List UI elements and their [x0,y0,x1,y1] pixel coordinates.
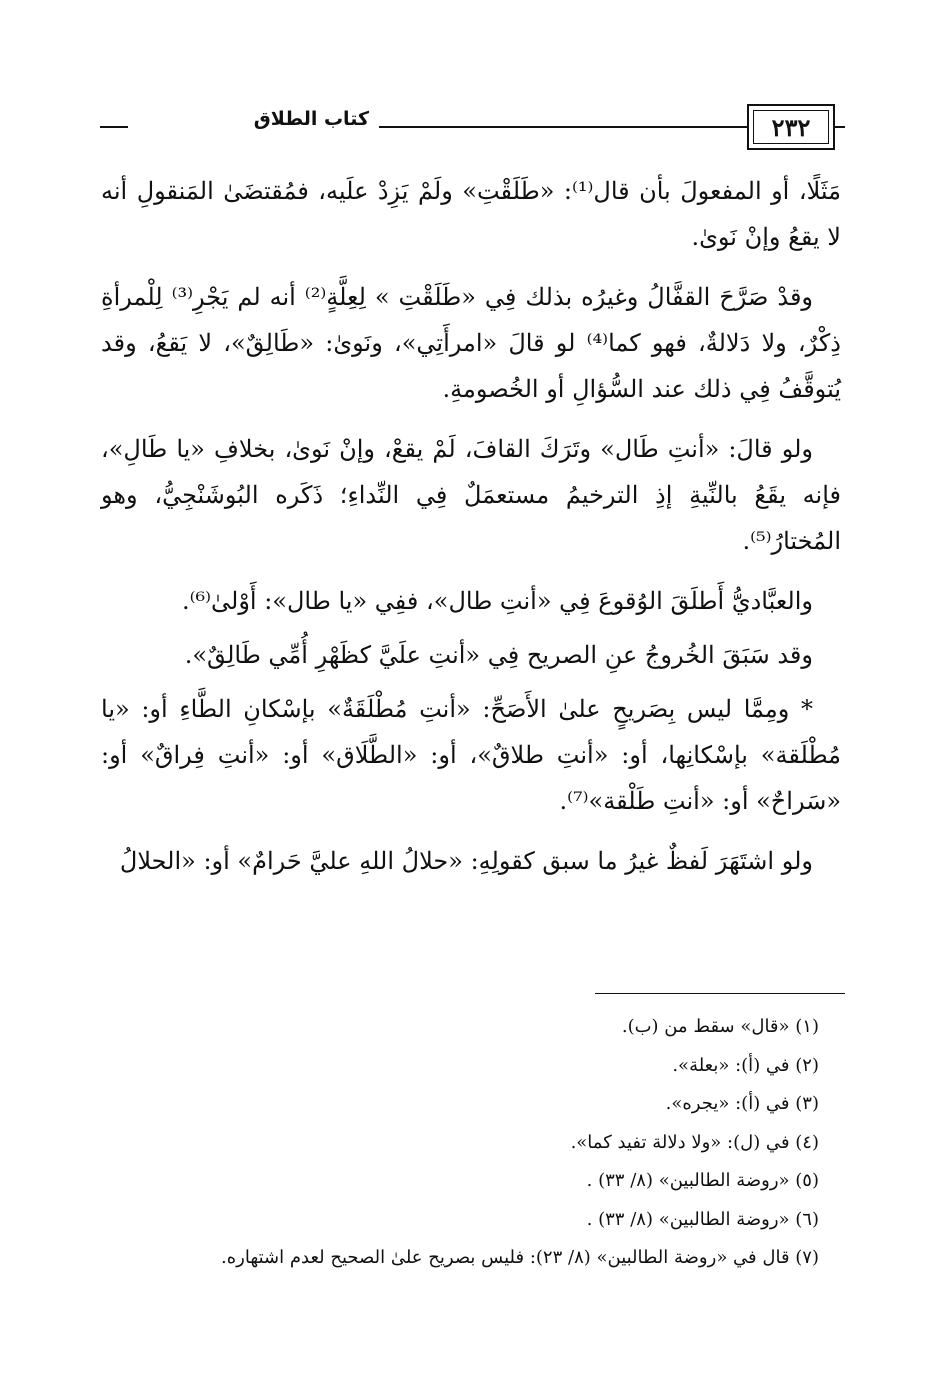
paragraph-4: والعبَّاديُّ أَطلَقَ الوُقوعَ فِي «أنتِ طال»، ففِي «يا طال»: أَوْلىٰ⁽⁶⁾. [181,587,813,615]
header-rule-middle [379,126,747,128]
footnotes [99,1008,819,1278]
page-header [100,104,845,152]
paragraph-7: ولو اشتَهَرَ لَفظٌ غيرُ ما سبق كقولِهِ: «حلالُ اللهِ عليَّ حَرامٌ» أو: «الحلالُ [119,847,813,875]
page-number: ٢٣٢ [753,110,829,144]
paragraph-6: * ومِمَّا ليس بِصَريحٍ علىٰ الأَصَحِّ: «أنتِ مُطْلَقَةٌ» بإسْكانِ الطَّاءِ أو: «يا مُطْلَقة» بإسْكانِها، أو: «أنتِ طلاقٌ»، أو: «الطَّلَاق» أو: «أنتِ فِراقٌ» أو: «سَراحٌ» أو: «أنتِ طَلْقة»⁽⁷⁾. [101,695,841,815]
header-rule-left [100,126,128,128]
footnote-3: (٣) في (أ): «يجره». [665,1093,819,1114]
paragraph-2: وقدْ صَرَّحَ القفَّالُ وغيرُه بذلك فِي «طَلَقْتِ » لِعِلَّةٍ⁽²⁾ أنه لم يَجْرِ⁽³⁾ لِلْمرأةِ ذِكْرٌ، ولا دَلالةٌ، فهو كما⁽⁴⁾ لو قالَ «امرأَتِي»، ونَوىٰ: «طَالِقٌ»، لا يَقعُ، وقد يُتوقَّفُ فِي ذلك عند السُّؤالِ أو الخُصومةِ. [101,283,841,403]
chapter-title: كتاب الطلاق [253,108,369,130]
paragraph-1: مَثَلًا، أو المفعولَ بأن قال⁽¹⁾: «طَلَقْتِ» ولَمْ يَزِدْ علَيه، فمُقتضَىٰ المَنقولِ أنه لا يقعُ وإنْ نَوىٰ. [101,177,841,251]
main-text [101,168,841,898]
page-number-frame [747,104,835,150]
footnote-1: (١) «قال» سقط من (ب). [621,1016,819,1037]
paragraph-3: ولو قالَ: «أنتِ طَال» وتَرَكَ القافَ، لَمْ يقعْ، وإنْ نَوىٰ، بخلافِ «يا طَالِ»، فإنه يقَعُ بالنِّيةِ إذِ الترخيمُ مستعمَلٌ فِي النِّداءِ؛ ذَكَره البُوشَنْجِيُّ، وهو المُختارُ⁽⁵⁾. [101,435,841,555]
footnote-5: (٥) «روضة الطالبين» (٨/ ٣٣) . [586,1170,819,1191]
header-rule-right [835,126,845,128]
footnote-2: (٢) في (أ): «بعلة». [672,1054,819,1076]
paragraph-5: وقد سَبَقَ الخُروجُ عنِ الصريح فِي «أنتِ علَيَّ كظَهْرِ أُمِّي طَالِقٌ». [184,641,813,669]
footnote-7: (٧) قال في «روضة الطالبين» (٨/ ٢٣): فليس بصريح علىٰ الصحيح لعدم اشتهاره. [221,1247,819,1268]
footnote-6: (٦) «روضة الطالبين» (٨/ ٣٣) . [586,1208,819,1230]
footnote-divider [595,993,845,994]
footnote-4: (٤) في (ل): «ولا دلالة تفيد كما». [570,1131,819,1153]
